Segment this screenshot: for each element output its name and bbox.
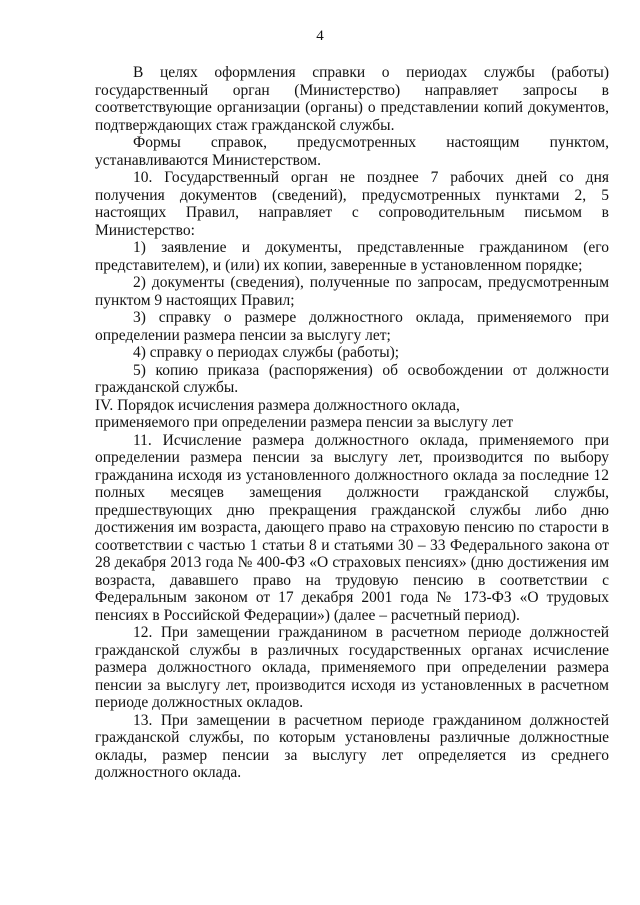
- paragraph: В целях оформления справки о периодах службы (работы) государственный орган (Министерство) направляет запросы в соответствующие организации (органы) о представлении копий документов, подтверждающих стаж гражданской службы.: [95, 64, 609, 134]
- list-item: 1) заявление и документы, представленные гражданином (его представителем), и (или) их копии, заверенные в установленном порядке;: [95, 239, 609, 274]
- list-item: 4) справку о периодах службы (работы);: [133, 344, 400, 361]
- page-number: 4: [316, 28, 324, 44]
- section-heading-line: IV. Порядок исчисления размера должностного оклада,: [95, 396, 460, 414]
- paragraph: 12. При замещении гражданином в расчетном периоде должностей гражданской службы в различных государственных органах исчисление размера должностного оклада, применяемого при определении размера пенсии за выслугу лет, производится исходя из установленных в расчетном периоде должностных окладов.: [95, 624, 609, 711]
- list-item: 3) справку о размере должностного оклада, применяемого при определении размера пенсии за выслугу лет;: [95, 309, 609, 344]
- paragraph: Формы справок, предусмотренных настоящим пунктом, устанавливаются Министерством.: [95, 134, 609, 169]
- section-heading: [95, 397, 609, 432]
- list-item: 2) документы (сведения), полученные по запросам, предусмотренным пунктом 9 настоящих Правил;: [95, 274, 609, 309]
- section-heading-line: применяемого при определении размера пенсии за выслугу лет: [95, 414, 514, 431]
- paragraph: 13. При замещении в расчетном периоде гражданином должностей гражданской службы, по которым установлены различные должностные оклады, размер пенсии за выслугу лет определяется из среднего должностного оклада.: [95, 711, 609, 781]
- paragraph: 11. Исчисление размера должностного оклада, применяемого при определении размера пенсии за выслугу лет, производится по выбору гражданина исходя из установленного должностного оклада за последние 12 полных месяцев замещения должности гражданской службы, предшествующих дню прекращения гражданской службы либо дню достижения им возраста, дающего право на страховую пенсию по старости в соответствии с частью 1 статьи 8 и статьями 30 – 33 Федерального закона от 28 декабря 2013 года № 400-ФЗ «О страховых пенсиях» (дню достижения им возраста, дававшего право на трудовую пенсию в соответствии с Федеральным законом от 17 декабря 2001 года № 173-ФЗ «О трудовых пенсиях в Российской Федерации») (далее – расчетный период).: [95, 431, 609, 624]
- document-body: [95, 64, 609, 782]
- paragraph: 10. Государственный орган не позднее 7 рабочих дней со дня получения документов (сведений), предусмотренных пунктами 2, 5 настоящих Правил, направляет с сопроводительным письмом в Министерство:: [95, 169, 609, 239]
- list-item: 5) копию приказа (распоряжения) об освобождении от должности гражданской службы.: [95, 361, 609, 396]
